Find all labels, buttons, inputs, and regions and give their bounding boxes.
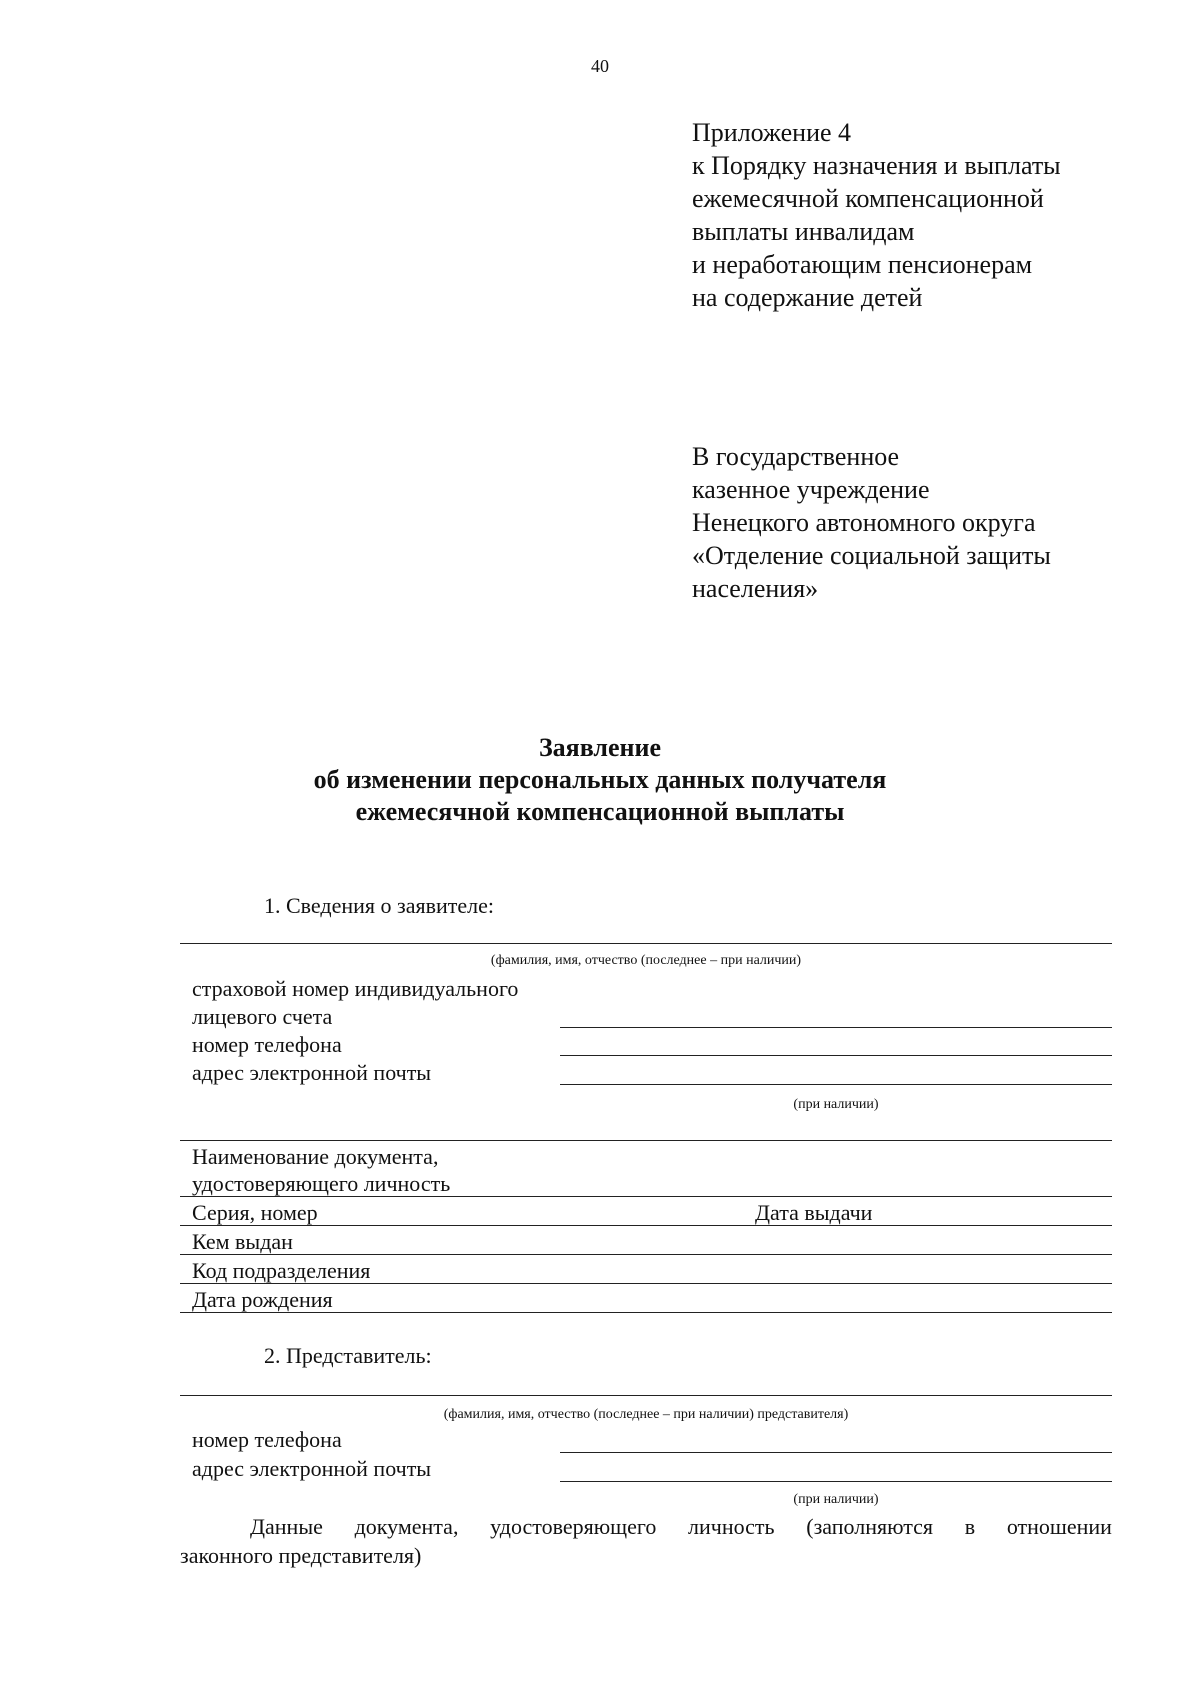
applicant-phone-field[interactable] [560,1055,1112,1056]
section-2-heading: 2. Представитель: [264,1343,432,1368]
applicant-email-label: адрес электронной почты [192,1060,432,1085]
doc-note-word: Данные [250,1514,323,1539]
division-code-field[interactable] [180,1283,1112,1284]
representative-fio-caption: (фамилия, имя, отчество (последнее – при наличии) представителя) [443,1407,849,1422]
title-line-1: Заявление [538,733,662,762]
representative-email-field[interactable] [560,1481,1112,1482]
appendix-header [692,116,1061,314]
issued-by-field[interactable] [180,1254,1112,1255]
doc-name-label-2: удостоверяющего личность [192,1171,451,1196]
appendix-line: Приложение 4 [692,118,852,147]
doc-note-line-1 [250,1512,1112,1541]
representative-phone-field[interactable] [560,1452,1112,1453]
doc-name-label-1: Наименование документа, [192,1144,439,1169]
series-number-label: Серия, номер [192,1200,318,1225]
series-number-field[interactable] [180,1225,1112,1226]
recipient-line: «Отделение социальной защиты [692,541,1051,570]
applicant-phone-label: номер телефона [192,1032,342,1057]
birth-date-field[interactable] [180,1312,1112,1313]
doc-note-word: в [964,1514,976,1539]
snils-field[interactable] [560,1027,1112,1028]
appendix-line: ежемесячной компенсационной [692,184,1044,213]
appendix-line: на содержание детей [692,283,923,312]
issue-date-label: Дата выдачи [755,1200,873,1225]
doc-note-line-2: законного представителя) [180,1543,422,1568]
recipient-line: казенное учреждение [692,475,930,504]
applicant-fio-field[interactable] [180,943,1112,944]
doc-note-word: отношении [1006,1514,1112,1539]
recipient-line: Ненецкого автономного округа [692,508,1036,537]
divider [180,1140,1112,1141]
page-number: 40 [591,56,609,76]
section-1-heading: 1. Сведения о заявителе: [264,893,495,918]
doc-note-word: документа, [354,1514,459,1539]
snils-label-1: страховой номер индивидуального [192,976,519,1001]
appendix-line: и неработающим пенсионерам [692,250,1033,279]
snils-label-2: лицевого счета [192,1004,333,1029]
doc-name-field[interactable] [180,1196,1112,1197]
doc-note-word: (заполняются [806,1514,934,1539]
representative-email-caption: (при наличии) [793,1492,879,1507]
representative-phone-label: номер телефона [192,1427,342,1452]
recipient-line: населения» [692,574,819,603]
appendix-line: к Порядку назначения и выплаты [692,151,1061,180]
document-title [0,732,1200,828]
birth-date-label: Дата рождения [192,1287,333,1312]
issued-by-label: Кем выдан [192,1229,293,1254]
division-code-label: Код подразделения [192,1258,371,1283]
applicant-email-caption: (при наличии) [793,1097,879,1112]
applicant-fio-caption: (фамилия, имя, отчество (последнее – при наличии) [490,953,802,968]
appendix-line: выплаты инвалидам [692,217,915,246]
recipient-line: В государственное [692,442,900,471]
title-line-2: об изменении персональных данных получателя [313,765,887,794]
representative-fio-field[interactable] [180,1395,1112,1396]
doc-note-word: личность [688,1514,775,1539]
representative-email-label: адрес электронной почты [192,1456,432,1481]
title-line-3: ежемесячной компенсационной выплаты [355,797,845,826]
recipient-block [692,440,1051,605]
doc-note-word: удостоверяющего [490,1514,657,1539]
applicant-email-field[interactable] [560,1084,1112,1085]
